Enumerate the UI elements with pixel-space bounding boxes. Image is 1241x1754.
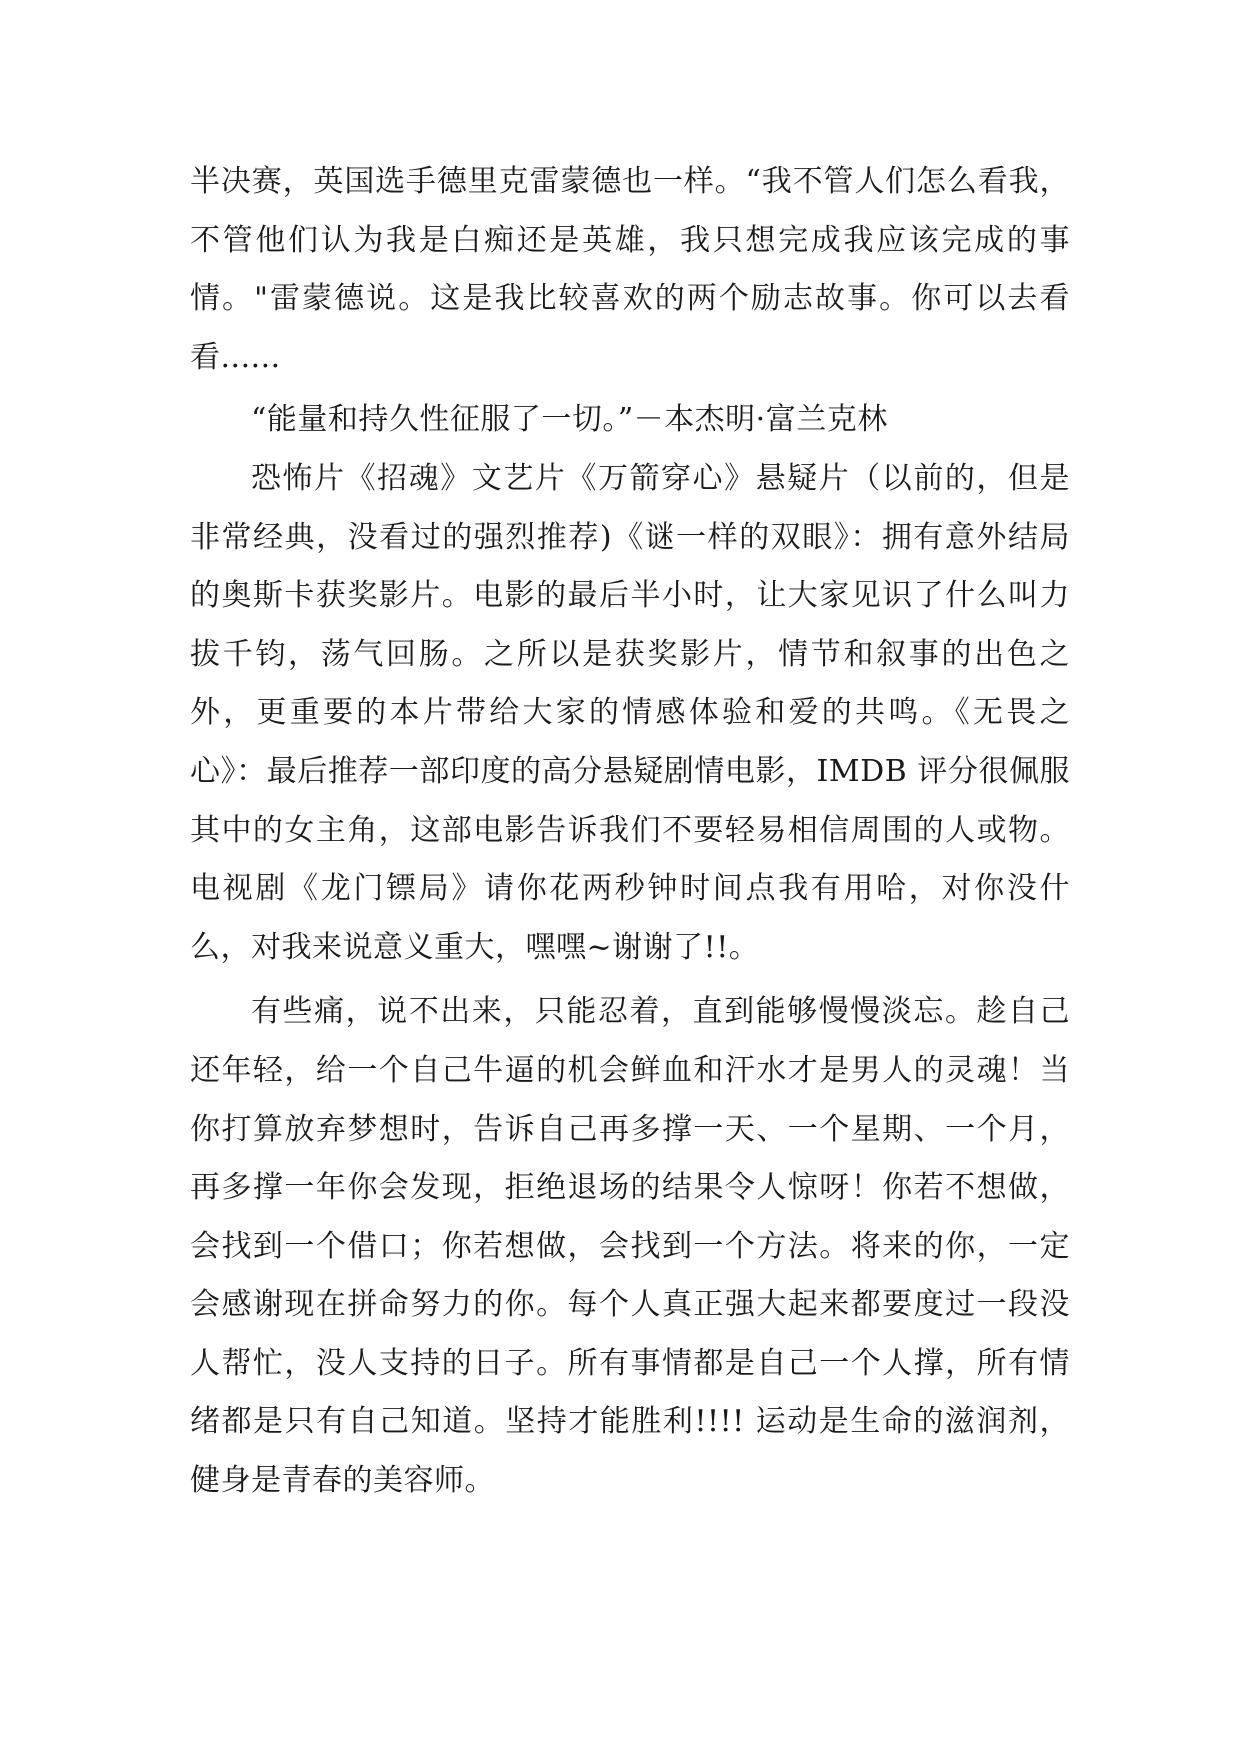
document-body [190, 153, 1070, 1511]
quote-line: “能量和持久性征服了一切。”－本杰明·富兰克林 [251, 402, 888, 438]
paragraph-movie-recommendations: 恐怖片《招魂》文艺片《万箭穿心》悬疑片（以前的，但是非常经典，没看过的强烈推荐)《谜一样的双眼》：拥有意外结局的奥斯卡获奖影片。电影的最后半小时，让大家见识了什么叫力拔千钧，荡气回肠。之所以是获奖影片，情节和叙事的出色之外，更重要的本片带给大家的情感体验和爱的共鸣。《无畏之心》：最后推荐一部印度的高分悬疑剧情电影，IMDB 评分很佩服其中的女主角，这部电影告诉我们不要轻易相信周围的人或物。电视剧《龙门镖局》请你花两秒钟时间点我有用哈，对你没什么，对我来说意义重大，嘿嘿~谢谢了!!。 [190, 460, 1070, 965]
paragraph-continuation: 半决赛，英国选手德里克雷蒙德也一样。“我不管人们怎么看我，不管他们认为我是白痴还是英雄，我只想完成我应该完成的事情。"雷蒙德说。这是我比较喜欢的两个励志故事。你可以去看看...... [190, 164, 1070, 375]
paragraph-motivation: 有些痛，说不出来，只能忍着，直到能够慢慢淡忘。趁自己还年轻，给一个自己牛逼的机会鲜血和汗水才是男人的灵魂！当你打算放弃梦想时，告诉自己再多撑一天、一个星期、一个月，再多撑一年你会发现，拒绝退场的结果令人惊呀！你若不想做，会找到一个借口；你若想做，会找到一个方法。将来的你，一定会感谢现在拼命努力的你。每个人真正强大起来都要度过一段没人帮忙，没人支持的日子。所有事情都是自己一个人撑，所有情绪都是只有自己知道。坚持才能胜利!!!! 运动是生命的滋润剂，健身是青春的美容师。 [190, 994, 1070, 1499]
